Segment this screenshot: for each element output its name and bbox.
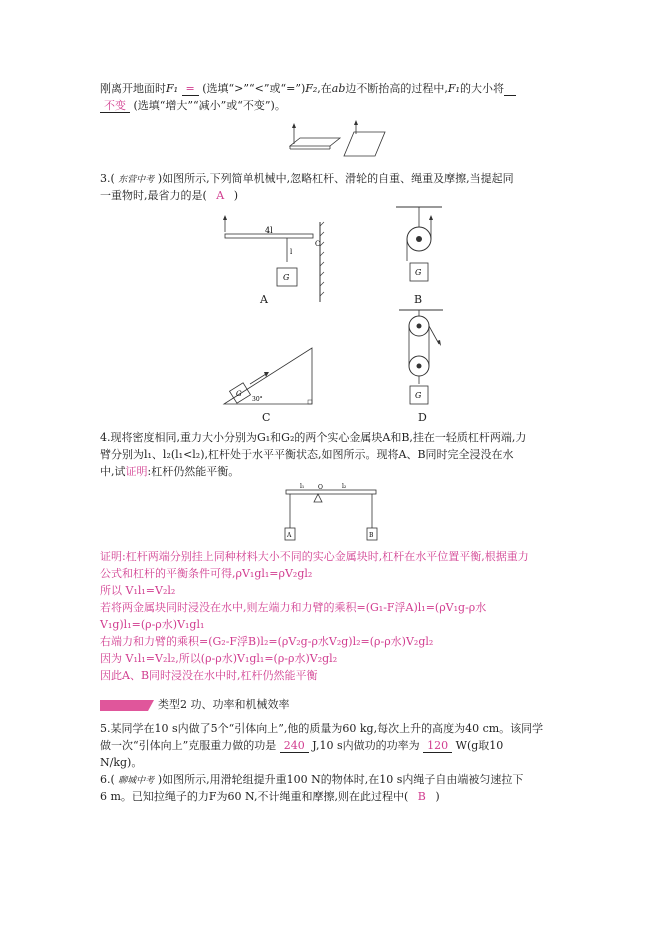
var: F₁ xyxy=(447,82,460,95)
var: F₁ xyxy=(166,82,179,95)
figure-b-pulley xyxy=(392,205,452,295)
text: ,在 xyxy=(317,82,332,95)
label-o: O xyxy=(315,240,321,248)
weight-label: G xyxy=(236,390,242,398)
proof-line-2: 公式和杠杆的平衡条件可得,ρV₁gl₁=ρV₂gl₂ xyxy=(100,567,313,580)
label-l1: l₁ xyxy=(300,483,305,490)
proof-line-5: V₁g)l₁=(ρ-ρ水)V₁gl₁ xyxy=(100,618,205,631)
text: 边不断抬高的过程中, xyxy=(345,82,448,95)
fig-c-label: C xyxy=(262,411,271,424)
text: (选填“>”“<”或“=”) xyxy=(202,82,306,95)
fig-d-label: D xyxy=(418,411,427,424)
label-b: B xyxy=(369,532,374,539)
label-a: A xyxy=(287,532,292,539)
text: 中,试 xyxy=(100,465,126,478)
text: )如图所示,下列简单机械中,忽略杠杆、滑轮的自重、绳重及摩擦,当提起同 xyxy=(157,172,514,185)
proof-line-8: 因此A、B同时浸没在水中时,杠杆仍然能平衡 xyxy=(100,669,318,682)
source-tag: 东营中考 xyxy=(118,175,155,185)
fig-b-label: B xyxy=(414,293,423,306)
text: 刚离开地面时 xyxy=(100,82,166,95)
proof-line-1: 证明:杠杆两端分别挂上同种材料大小不同的实心金属块时,杠杆在水平位置平衡,根据重力 xyxy=(100,550,529,563)
q6-line1 xyxy=(100,773,523,788)
section-tag-bar xyxy=(100,700,148,711)
q6-line2 xyxy=(100,790,440,804)
text: ) xyxy=(435,790,440,803)
text: W(g取10 xyxy=(455,739,504,752)
q-prev-line2 xyxy=(100,99,286,113)
q5-line3: N/kg)。 xyxy=(100,756,143,769)
q5-line1: 5.某同学在10 s内做了5个“引体向上”,他的质量为60 kg,每次上升的高度为40 cm。该同学 xyxy=(100,722,544,735)
answer-blank: = xyxy=(182,82,199,96)
q4-line3 xyxy=(100,465,239,479)
text: 3.( xyxy=(100,172,115,185)
blank xyxy=(504,82,516,96)
var: F₂ xyxy=(305,82,318,95)
text: J,10 s内做功的功率为 xyxy=(312,739,420,752)
source-tag: 聊城中考 xyxy=(118,776,155,786)
figure-d-pulley-block xyxy=(395,308,455,408)
proof-line-7: 因为 V₁l₁=V₂l₂,所以(ρ-ρ水)V₁gl₁=(ρ-ρ水)V₂gl₂ xyxy=(100,652,338,665)
figure-c-incline xyxy=(222,338,322,408)
angle-label: 30° xyxy=(252,396,263,403)
label-o: O xyxy=(318,484,323,491)
weight-label: G xyxy=(415,391,422,400)
label-l: l xyxy=(290,248,293,256)
answer: A xyxy=(216,189,225,202)
figure-lever-ab xyxy=(282,482,382,542)
text: :杠杆仍然能平衡。 xyxy=(147,465,240,478)
label-4l: 4l xyxy=(265,226,273,235)
text: (选填“增大”“减小”或“不变”)。 xyxy=(133,99,286,112)
text: )如图所示,用滑轮组提升重100 N的物体时,在10 s内绳子自由端被匀速拉下 xyxy=(157,773,524,786)
highlight: 证明 xyxy=(125,465,148,478)
text: 做一次“引体向上”克服重力做的功是 xyxy=(100,739,277,752)
answer-blank-1: 240 xyxy=(280,739,309,753)
plate-figure xyxy=(280,118,390,160)
answer-blank: 不变 xyxy=(100,99,130,113)
var: ab xyxy=(331,82,346,95)
q4-line1: 4.现将密度相同,重力大小分别为G₁和G₂的两个实心金属块A和B,挂在一轻质杠杆两端,力 xyxy=(100,431,527,444)
q3-line2 xyxy=(100,189,238,203)
q-prev-line1 xyxy=(100,82,516,96)
figure-a-lever xyxy=(215,212,325,312)
section-title: 类型2 功、功率和机械效率 xyxy=(158,698,290,711)
label-l2: l₂ xyxy=(342,483,347,490)
answer: B xyxy=(417,790,426,803)
q4-line2: 臂分别为l₁、l₂(l₁<l₂),杠杆处于水平平衡状态,如图所示。现将A、B同时完全浸没在水 xyxy=(100,448,514,461)
fig-a-label: A xyxy=(260,293,268,306)
proof-line-6: 右端力和力臂的乘积=(G₂-F浮B)l₂=(ρV₂g-ρ水V₂g)l₂=(ρ-ρ水)V₂gl₂ xyxy=(100,635,434,648)
answer-blank-2: 120 xyxy=(423,739,452,753)
q5-line2 xyxy=(100,739,503,753)
proof-line-4: 若将两金属块同时浸没在水中,则左端力和力臂的乘积=(G₁-F浮A)l₁=(ρV₁g-ρ水 xyxy=(100,601,487,614)
text: 6.( xyxy=(100,773,115,786)
text: ) xyxy=(233,189,239,202)
weight-label: G xyxy=(415,268,422,277)
q3-line1 xyxy=(100,172,514,187)
weight-label: G xyxy=(283,273,290,282)
proof-line-3: 所以 V₁l₁=V₂l₂ xyxy=(100,584,176,597)
text: 的大小将 xyxy=(459,82,504,95)
text: 一重物时,最省力的是( xyxy=(100,189,207,202)
text: 6 m。已知拉绳子的力F为60 N,不计绳重和摩擦,则在此过程中( xyxy=(100,790,409,803)
